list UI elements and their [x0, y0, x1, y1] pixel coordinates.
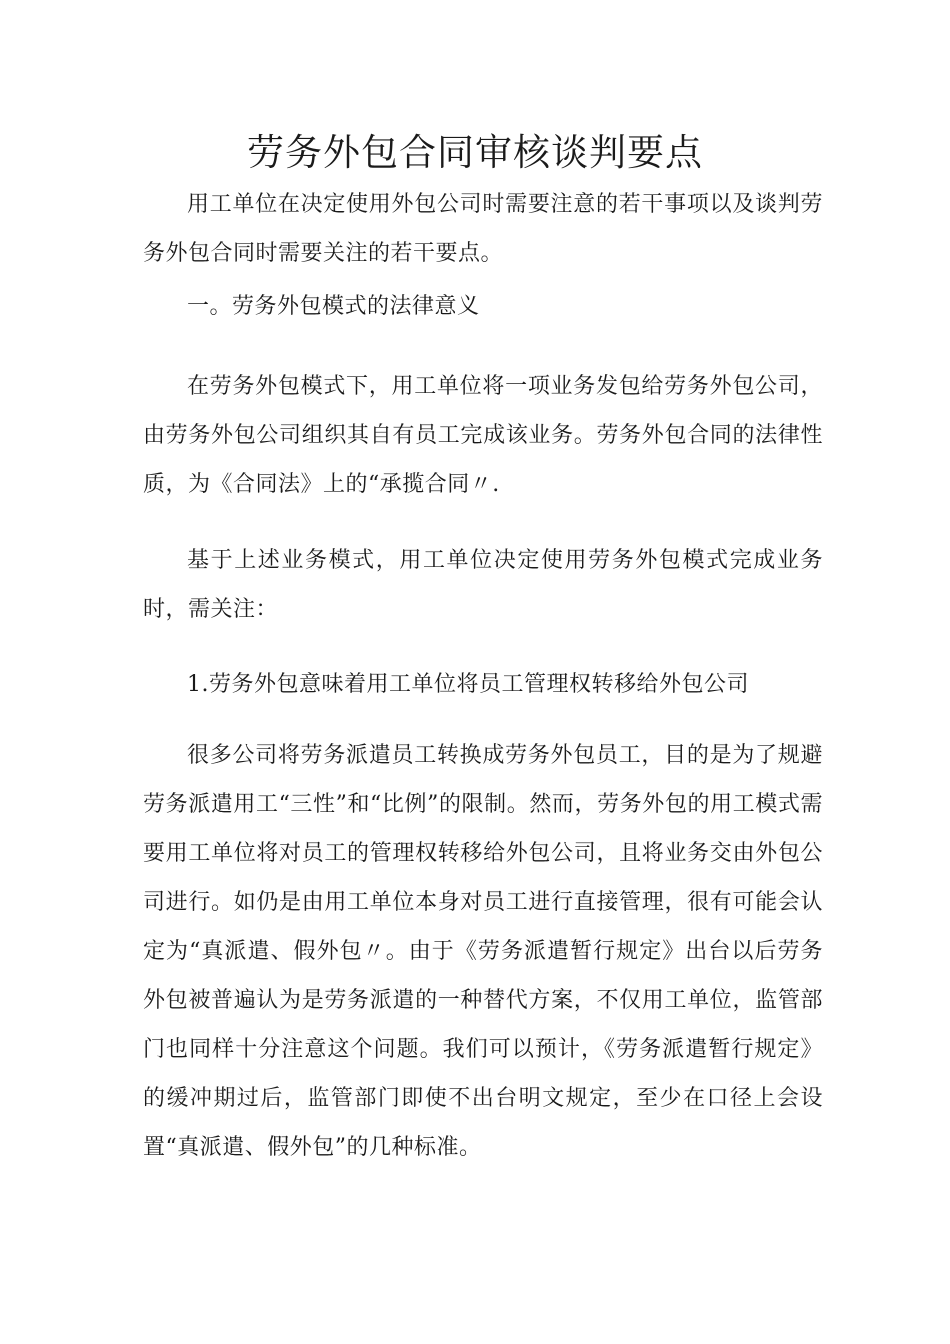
point-one-paragraph: 很多公司将劳务派遣员工转换成劳务外包员工，目的是为了规避劳务派遣用工“三性”和“比例”的限制。然而，劳务外包的用工模式需要用工单位将对员工的管理权转移给外包公司，且将业务交由外包公司进行。如仍是由用工单位本身对员工进行直接管理，很有可能会认定为“真派遣、假外包〃。由于《劳务派遣暂行规定》出台以后劳务外包被普遍认为是劳务派遣的一种替代方案，不仅用工单位，监管部门也同样十分注意这个问题。我们可以预计，《劳务派遣暂行规定》的缓冲期过后，监管部门即使不出台明文规定，至少在口径上会设置“真派遣、假外包”的几种标准。 — [143, 743, 823, 1160]
document-title: 劳务外包合同审核谈判要点 — [247, 131, 703, 174]
intro-paragraph: 用工单位在决定使用外包公司时需要注意的若干事项以及谈判劳务外包合同时需要关注的若干要点。 — [143, 192, 823, 266]
attention-paragraph: 基于上述业务模式，用工单位决定使用劳务外包模式完成业务时，需关注： — [143, 548, 823, 622]
section-one-heading: 一。劳务外包模式的法律意义 — [187, 294, 480, 319]
point-one-heading: 1.劳务外包意味着用工单位将员工管理权转移给外包公司 — [187, 672, 749, 697]
legal-nature-paragraph: 在劳务外包模式下，用工单位将一项业务发包给劳务外包公司，由劳务外包公司组织其自有员工完成该业务。劳务外包合同的法律性质，为《合同法》上的“承揽合同〃. — [143, 374, 823, 497]
